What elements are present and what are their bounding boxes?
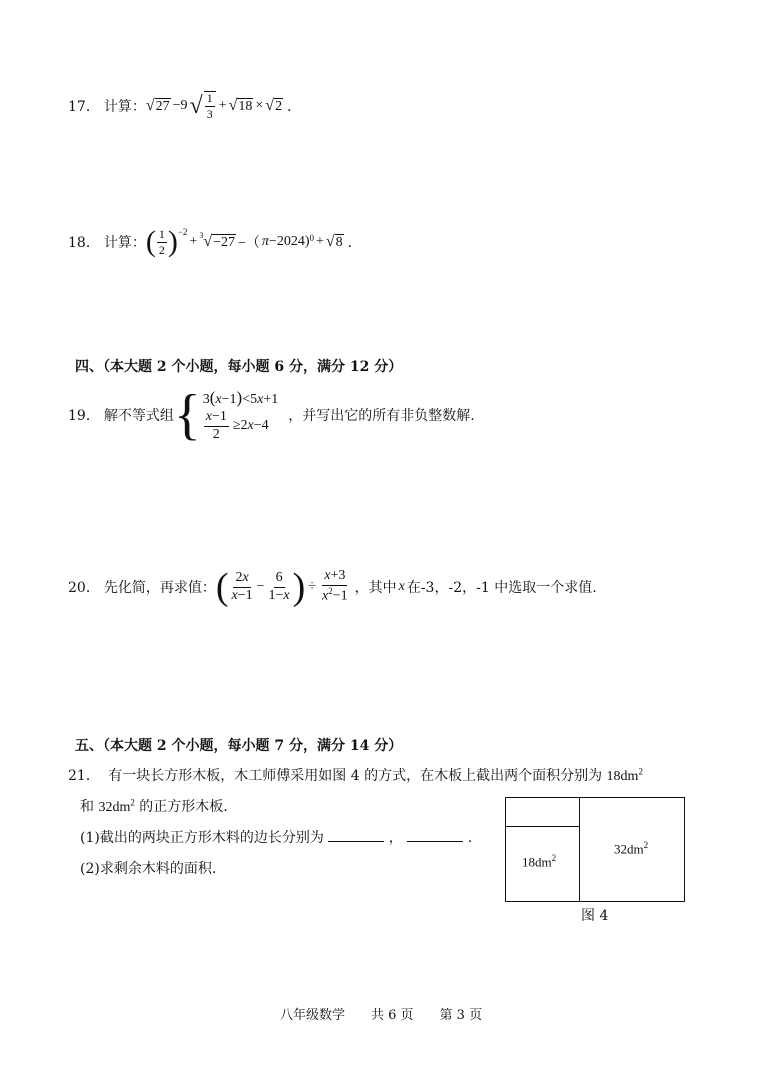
question-number: 18．: [68, 235, 100, 251]
question-stem: 解不等式组: [103, 408, 174, 424]
page-footer: 八年级数学 共 6 页 第 3 页: [280, 1008, 483, 1023]
question-stem: 先化简，再求值：: [103, 580, 216, 596]
figure-4-label-18: $18dm^2$: [522, 853, 557, 870]
question-21-part-2: (2)求剩余木料的面积.: [80, 861, 217, 877]
question-20: [68, 564, 597, 610]
question-19: [68, 380, 475, 450]
question-number: 21．: [68, 768, 100, 784]
answer-blank-1[interactable]: [328, 829, 384, 842]
figure-4-label-32: $32dm^2$: [614, 840, 649, 857]
figure-4-caption: 图 4: [581, 908, 609, 924]
question-tail: ，并写出它的所有非负整数解.: [288, 408, 475, 424]
area-18: $18dm^2$: [606, 766, 643, 784]
end-mark: ．: [347, 235, 362, 251]
formula-20: ( $\frac{2x}{x-1}$ − $\frac{6}{1-x}$ ) ÷ $\frac{x+3}{x^2-1}$: [215, 566, 348, 608]
question-21-line-2: 和 $32dm^2$ 的正方形木板.: [80, 797, 228, 815]
question-text: 有一块长方形木板，木工师傅采用如图 4 的方式，在木板上截出两个面积分别为: [108, 768, 603, 784]
question-tail-b: 在-3，-2，-1 中选取一个求值.: [406, 580, 597, 596]
question-21-part-1: (1)截出的两块正方形木料的边长分别为 ， .: [80, 830, 473, 846]
formula-18: ( $\frac{1}{2}$ ) −2 + 3 √ −27 −（ π −2024) 0 + √ 8: [145, 225, 343, 258]
area-32: $32dm^2$: [98, 797, 135, 815]
question-18: [68, 222, 362, 262]
section-heading-4: 四、（本大题 2 个小题，每小题 6 分，满分 12 分）: [75, 359, 403, 375]
question-tail-a: ，其中: [354, 580, 397, 596]
variable-x: x: [398, 579, 405, 594]
question-17: [68, 92, 301, 120]
answer-blank-2[interactable]: [407, 829, 463, 842]
question-number: 19．: [68, 408, 100, 424]
inequality-system: { 3(x−1)<5x+1 $\frac{x-1}{2}$ ≥2x−4: [173, 384, 279, 446]
question-stem: 计算：: [103, 99, 146, 115]
figure-4-leftover: [505, 797, 580, 827]
question-21-line-1: [68, 765, 643, 785]
end-mark: ．: [287, 99, 302, 115]
question-number: 17．: [68, 99, 100, 115]
question-stem: 计算：: [103, 235, 146, 251]
question-number: 20．: [68, 580, 100, 596]
section-heading-5: 五、（本大题 2 个小题，每小题 7 分，满分 14 分）: [75, 738, 403, 754]
formula-17: √ 27 −9 √ $\frac{1}{3}$ + √ 18 × √ 2: [145, 91, 283, 121]
